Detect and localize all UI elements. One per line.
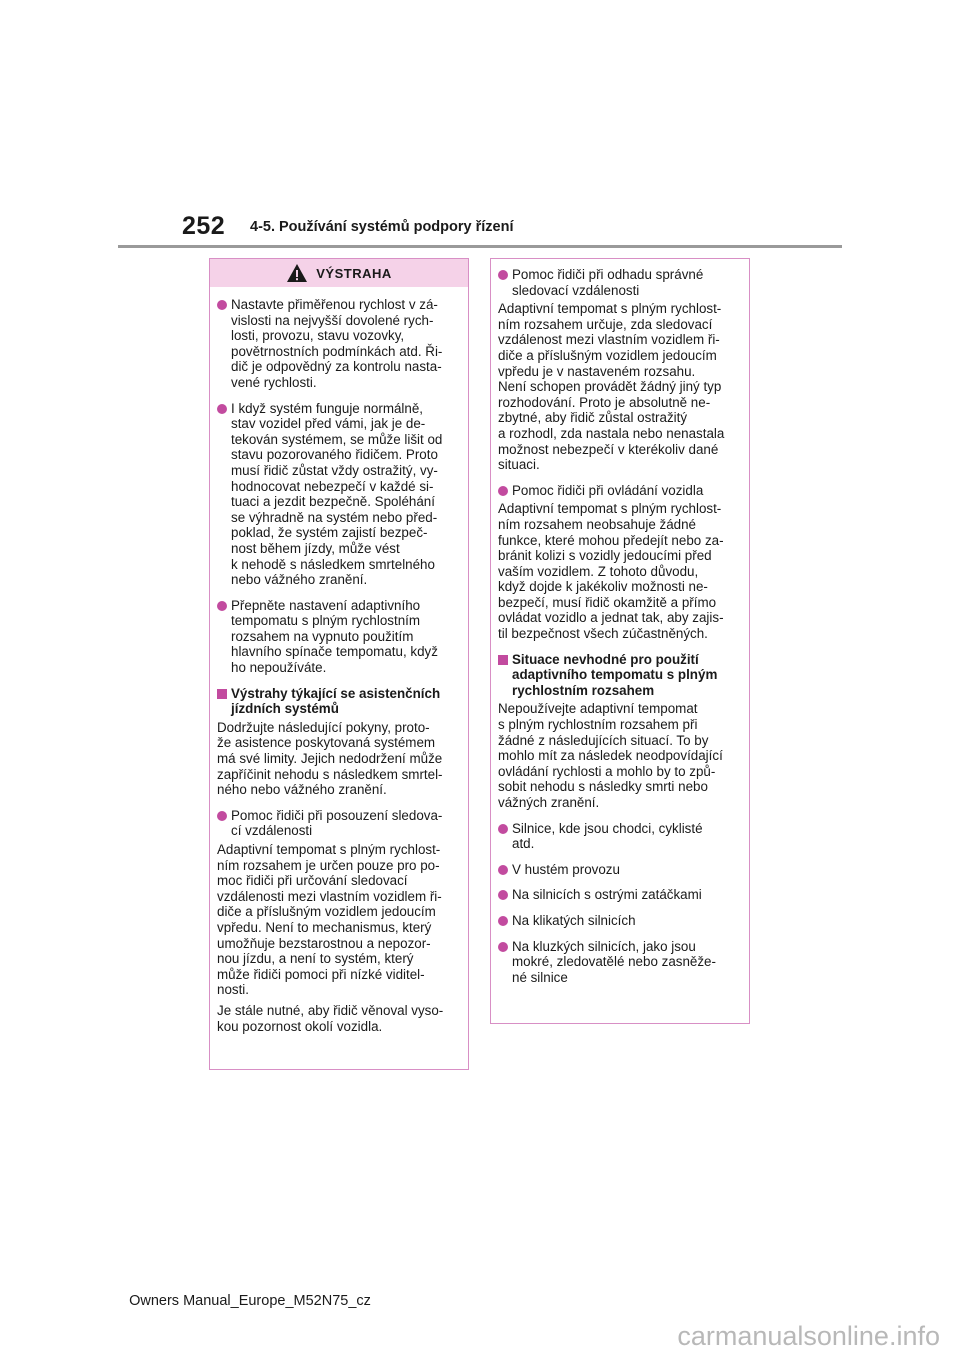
paragraph: Adaptivní tempomat s plným rychlost- ním rozsahem je určen pouze pro po- moc řidiči při určování sledovací vzdálenosti mezi vlastním vozidlem ři- diče a příslušným vozidlem jedoucím vpředu. Není to mechanismus, který umožňuje bezstarostnou a nepozor- nou jízdu, a není to systém, který může řidiči pomoci při nízké viditel- nosti. <box>217 842 442 998</box>
warning-triangle-icon <box>286 263 308 283</box>
list-item-text: Silnice, kde jsou chodci, cyklisté atd. <box>512 820 703 852</box>
paragraph: Nepoužívejte adaptivní tempomat s plným rychlostním rozsahem při žádné z následujících situací. To by mohlo mít za následek neodpovídající ovládání rychlosti a mohlo by to způ- sobit nehodu s následky smrti nebo vážných zranění. <box>498 701 723 810</box>
list-item <box>217 598 462 676</box>
subsection-heading-text: Situace nevhodné pro použití adaptivního tempomatu s plným rychlostním rozsahem <box>512 651 718 698</box>
bullet-icon <box>498 942 508 952</box>
page-number: 252 <box>182 212 226 240</box>
list-item <box>498 267 743 298</box>
list-item-text: Přepněte nastavení adaptivního tempomatu s plným rychlostním rozsahem na vypnuto použitím hlavního spínače tempomatu, když ho nepoužíváte. <box>231 597 438 676</box>
list-item <box>498 913 743 929</box>
list-item-text: V hustém provozu <box>512 861 620 877</box>
bullet-icon <box>217 811 227 821</box>
list-item-text: Nastavte přiměřenou rychlost v zá- vislosti na nejvyšší dovolené rych- losti, provozu, stavu vozovky, povětrnostních podmínkách atd. Ři- dič je odpovědný za kontrolu nasta- vené rychlosti. <box>231 297 443 390</box>
warning-box <box>209 258 469 1070</box>
list-item <box>498 483 743 499</box>
square-bullet-icon <box>217 689 227 699</box>
list-item <box>498 887 743 903</box>
warning-header <box>210 259 468 287</box>
paragraph: Adaptivní tempomat s plným rychlost- ním rozsahem neobsahuje žádné funkce, které mohou předejít nebo za- bránit kolizi s vozidly jedoucími před vaším vozidlem. Z tohoto důvodu, když dojde k jakékoliv možnosti ne- bezpečí, musí řidič okamžitě a přímo ovládat vozidlo a jednat tak, aby zajis- til bezpečnost všech zúčastněných. <box>498 501 724 642</box>
continuation-box <box>490 258 750 1024</box>
paragraph: Je stále nutné, aby řidič věnoval vyso- kou pozornost okolí vozidla. <box>217 1002 444 1034</box>
bullet-icon <box>498 486 508 496</box>
list-item-text: Na kluzkých silnicích, jako jsou mokré, zledovatělé nebo zasněže- né silnice <box>512 938 716 985</box>
bullet-icon <box>217 404 227 414</box>
bullet-icon <box>498 916 508 926</box>
list-item <box>217 401 462 588</box>
paragraph: Dodržujte následující pokyny, proto- že asistence poskytovaná systémem má své limity. Jejich nedodržení může zapříčinit nehodu s následkem smrtel- ného nebo vážného zranění. <box>217 719 443 798</box>
list-item <box>217 297 462 391</box>
warning-body <box>210 287 468 1034</box>
bullet-icon <box>498 890 508 900</box>
list-item-text: Pomoc řidiči při posouzení sledova- cí vzdálenosti <box>231 807 443 839</box>
watermark: carmanualsonline.info <box>677 1321 940 1351</box>
square-bullet-icon <box>498 655 508 665</box>
continuation-body <box>491 259 749 985</box>
list-item-text: Na klikatých silnicích <box>512 912 636 928</box>
bullet-icon <box>498 824 508 834</box>
list-item <box>217 808 462 839</box>
list-item <box>498 939 743 986</box>
bullet-icon <box>217 300 227 310</box>
bullet-icon <box>217 601 227 611</box>
subsection-heading-text: Výstrahy týkající se asistenčních jízdních systémů <box>231 685 441 717</box>
subsection-heading <box>217 686 462 717</box>
footer-doc-id: Owners Manual_Europe_M52N75_cz <box>129 1293 371 1309</box>
subsection-heading <box>498 652 743 699</box>
warning-title: VÝSTRAHA <box>316 265 392 281</box>
list-item <box>498 862 743 878</box>
list-item-text: Pomoc řidiči při odhadu správné sledovací vzdálenosti <box>512 267 704 298</box>
list-item <box>498 821 743 852</box>
section-title: 4-5. Používání systémů podpory řízení <box>250 219 514 235</box>
bullet-icon <box>498 270 508 280</box>
list-item-text: I když systém funguje normálně, stav vozidel před vámi, jak je de- tekován systémem, se může lišit od stavu pozorovaného řidičem. Proto musí řidič zůstat vždy ostražitý, vy- hodnocovat nebezpečí v každé si- tuaci a jezdit bezpečně. Spoléhání se výhradně na systém nebo před- poklad, že systém zajistí bezpeč- nost během jízdy, může vést k nehodě s následkem smrtelného nebo vážného zranění. <box>231 400 443 588</box>
bullet-icon <box>498 865 508 875</box>
paragraph: Adaptivní tempomat s plným rychlost- ním rozsahem určuje, zda sledovací vzdálenost mezi vlastním vozidlem ři- diče a příslušným vozidlem jedoucím vpředu je v nastaveném rozsahu. Není schopen provádět žádný jiný typ rozhodování. Proto je absolutně ne- zbytné, aby řidič zůstal ostražitý a rozhodl, zda nastala nebo nenastala možnost nebezpečí v kterékoliv dané situaci. <box>498 301 725 473</box>
list-item-text: Na silnicích s ostrými zatáčkami <box>512 887 702 903</box>
list-item-text: Pomoc řidiči při ovládání vozidla <box>512 482 704 498</box>
header-divider <box>118 245 842 248</box>
